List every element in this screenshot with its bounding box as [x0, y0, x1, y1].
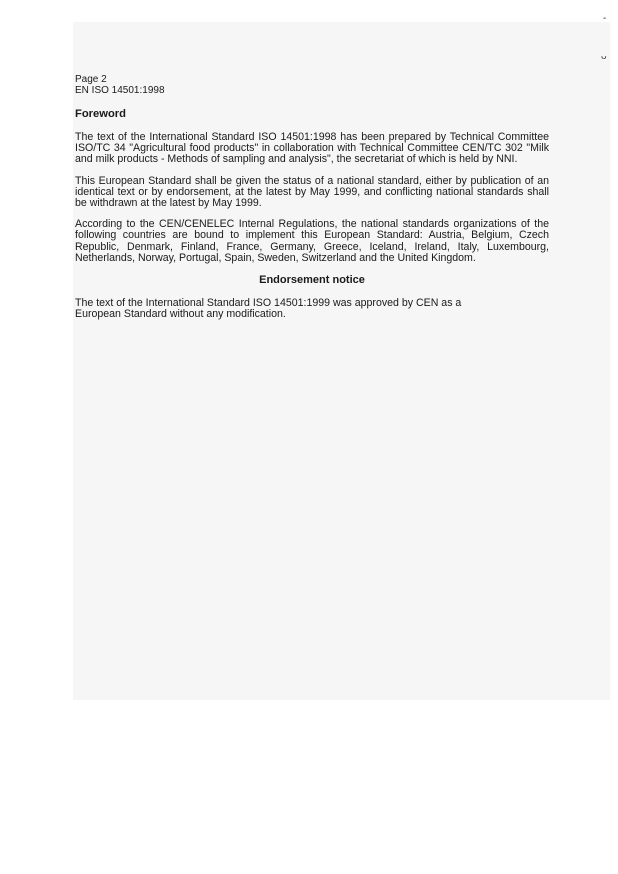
- page-number: Page 2: [75, 74, 107, 85]
- endorsement-heading: Endorsement notice: [259, 274, 365, 287]
- document-body: [75, 74, 549, 320]
- foreword-paragraph-3: According to the CEN/CENELEC Internal Regulations, the national standards organizations of the following countries are bound to implement this European Standard: Austria, Belgium, Czech Republic, Denmark, Finland, France, Germany, Greece, Iceland, Ireland, Italy, Luxembourg, Netherlands, Norway, Portugal, Spain, Sweden, Switzerland and the United Kingdom.: [75, 218, 549, 264]
- endorsement-text: The text of the International Standard ISO 14501:1999 was approved by CEN as a European Standard without any modification.: [75, 297, 462, 321]
- foreword-paragraph-1: The text of the International Standard ISO 14501:1998 has been prepared by Technical Committee ISO/TC 34 "Agricultural food products" in collaboration with Technical Committee CEN/TC 302 "Milk and milk products - Methods of sampling and analysis", the secretariat of which is held by NNI.: [75, 131, 549, 166]
- margin-mark-top: -: [603, 13, 607, 24]
- foreword-heading: Foreword: [75, 108, 126, 120]
- foreword-paragraph-2: This European Standard shall be given the status of a national standard, either by publication of an identical text or by endorsement, at the latest by May 1999, and conflicting national standards shall be withdrawn at the latest by May 1999.: [75, 174, 549, 210]
- margin-mark-side: ᴗ: [601, 51, 607, 62]
- standard-id: EN ISO 14501:1998: [75, 85, 165, 96]
